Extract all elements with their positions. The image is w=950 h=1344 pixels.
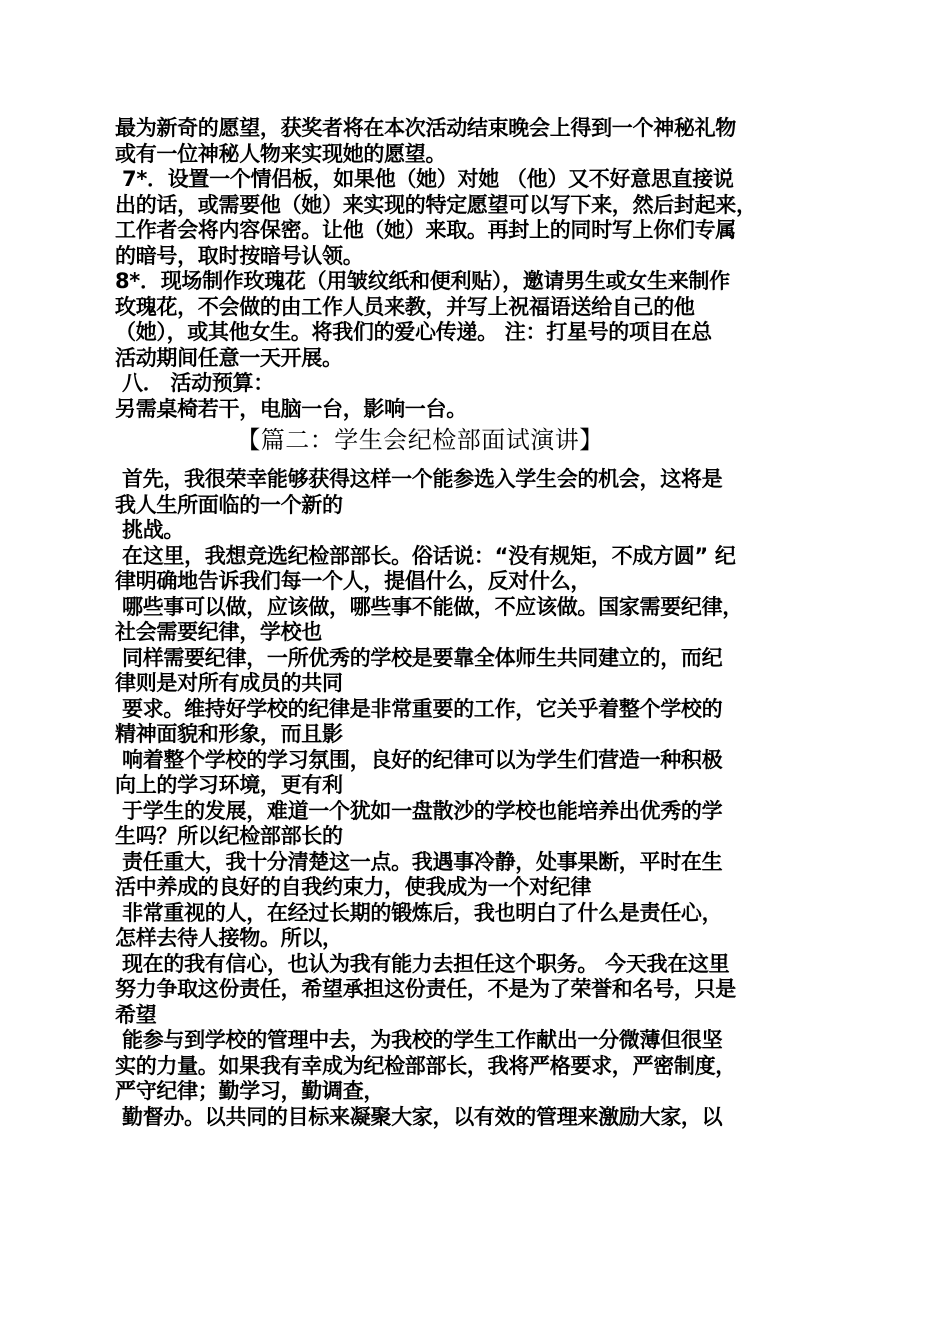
paragraph-line: 八． 活动预算： <box>115 371 274 395</box>
paragraph-line: 怎样去待人接物。所以， <box>115 926 343 950</box>
paragraph-line: 7*．设置一个情侣板，如果他（她）对她 （他）又不好意思直接说 <box>115 167 734 191</box>
paragraph-line: 希望 <box>115 1002 157 1027</box>
paragraph-line: 最为新奇的愿望，获奖者将在本次活动结束晚会上得到一个神秘礼物 <box>115 116 736 140</box>
paragraph-line: 玫瑰花，不会做的由工作人员来教，并写上祝福语送给自己的他 <box>115 294 695 319</box>
section-2 <box>115 467 845 1130</box>
paragraph-line: 在这里，我想竞选纪检部部长。俗话说：“没有规矩，不成方圆” 纪 <box>115 543 736 568</box>
section-1 <box>115 116 845 422</box>
paragraph-line: 责任重大，我十分清楚这一点。我遇事冷静，处事果断，平时在生 <box>115 849 723 874</box>
paragraph-line: 律则是对所有成员的共同 <box>115 671 343 695</box>
paragraph-line: 于学生的发展，难道一个犹如一盘散沙的学校也能培养出优秀的学 <box>115 798 723 823</box>
paragraph-line: 工作者会将内容保密。让他（她）来取。再封上的同时写上你们专属 <box>115 218 736 242</box>
paragraph-line: 哪些事可以做，应该做，哪些事不能做，不应该做。国家需要纪律， <box>115 594 744 619</box>
paragraph-line: 实的力量。如果我有幸成为纪检部部长，我将严格要求，严密制度， <box>115 1053 736 1078</box>
paragraph-line: 的暗号，取时按暗号认领。 <box>115 243 364 268</box>
paragraph-line: 社会需要纪律，学校也 <box>115 620 322 644</box>
paragraph-line: 严守纪律；勤学习，勤调查， <box>115 1079 385 1103</box>
paragraph-line: 或有一位神秘人物来实现她的愿望。 <box>115 141 447 166</box>
paragraph-line: 勤督办。以共同的目标来凝聚大家，以有效的管理来激励大家，以 <box>115 1104 723 1129</box>
section-heading: 【篇二：学生会纪检部面试演讲】 <box>236 426 604 454</box>
paragraph-line: 向上的学习环境，更有利 <box>115 773 343 797</box>
paragraph-line: 律明确地告诉我们每一个人，提倡什么，反对什么， <box>115 569 592 593</box>
paragraph-line: 同样需要纪律，一所优秀的学校是要靠全体师生共同建立的，而纪 <box>115 645 723 670</box>
paragraph-line: 生吗？所以纪检部部长的 <box>115 824 343 848</box>
paragraph-line: 挑战。 <box>115 518 185 542</box>
paragraph-line: 努力争取这份责任，希望承担这份责任，不是为了荣誉和名号，只是 <box>115 977 736 1001</box>
paragraph-line: 活动期间任意一天开展。 <box>115 345 343 370</box>
paragraph-line: 要求。维持好学校的纪律是非常重要的工作，它关乎着整个学校的 <box>115 696 723 721</box>
paragraph-line: 精神面貌和形象，而且影 <box>115 722 343 746</box>
paragraph-line: 能参与到学校的管理中去，为我校的学生工作献出一分微薄但很坚 <box>115 1028 723 1052</box>
paragraph-line: 响着整个学校的学习氛围，良好的纪律可以为学生们营造一种积极 <box>115 747 723 772</box>
paragraph-line: 非常重视的人，在经过长期的锻炼后，我也明白了什么是责任心， <box>115 900 723 925</box>
paragraph-line: 我人生所面临的一个新的 <box>115 492 343 517</box>
paragraph-line: 首先，我很荣幸能够获得这样一个能参选入学生会的机会，这将是 <box>115 467 723 491</box>
document-page <box>115 116 845 1130</box>
paragraph-line: 另需桌椅若干，电脑一台，影响一台。 <box>115 396 467 421</box>
paragraph-line: 出的话，或需要他（她）来实现的特定愿望可以写下来，然后封起来， <box>115 192 757 217</box>
paragraph-line: 8*．现场制作玫瑰花（用皱纹纸和便利贴），邀请男生或女生来制作 <box>115 269 730 293</box>
paragraph-line: 活中养成的良好的自我约束力，使我成为一个对纪律 <box>115 875 592 899</box>
paragraph-line: （她），或其他女生。将我们的爱心传递。 注：打星号的项目在总 <box>115 320 712 344</box>
paragraph-line: 现在的我有信心，也认为我有能力去担任这个职务。 今天我在这里 <box>115 951 730 976</box>
